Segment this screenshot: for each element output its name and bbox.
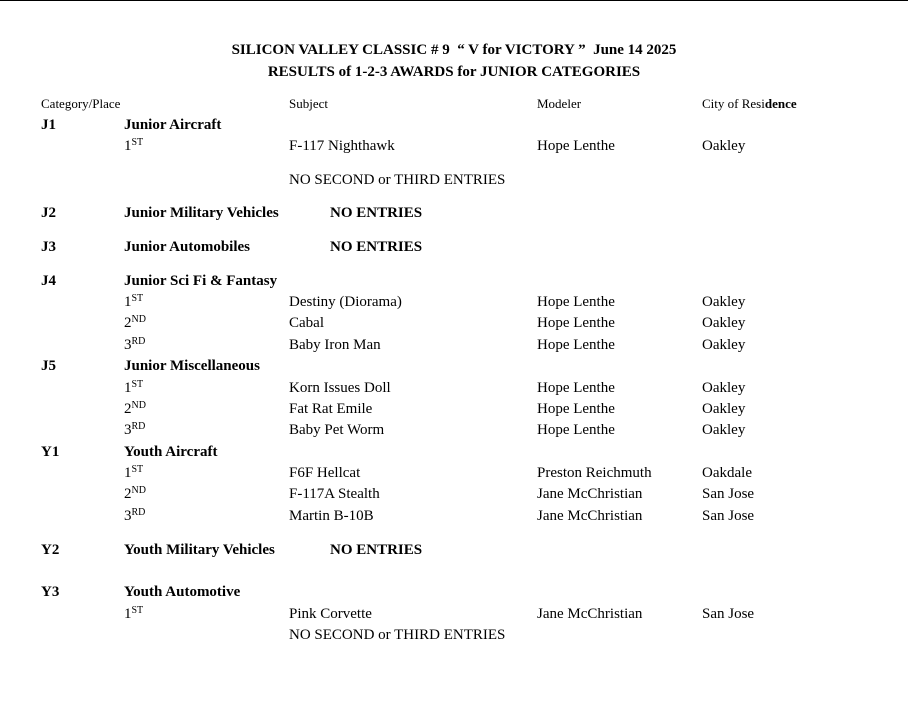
entry-modeler: Jane McChristian bbox=[537, 508, 643, 524]
entry-subject: Fat Rat Emile bbox=[289, 401, 373, 417]
entry-subject: F6F Hellcat bbox=[289, 465, 361, 481]
place-suffix: ST bbox=[131, 605, 144, 616]
place-number: 1 bbox=[124, 465, 132, 481]
no-entries-label: NO ENTRIES bbox=[330, 542, 423, 558]
category-name: Youth Military Vehicles bbox=[124, 542, 275, 558]
place-suffix: ST bbox=[131, 137, 144, 148]
place bbox=[124, 485, 146, 503]
entry-city: Oakley bbox=[702, 138, 746, 154]
category-note: NO SECOND or THIRD ENTRIES bbox=[289, 627, 506, 643]
entry-city: Oakley bbox=[702, 380, 746, 396]
entry-modeler: Jane McChristian bbox=[537, 606, 643, 622]
place bbox=[124, 507, 145, 525]
entry-modeler: Preston Reichmuth bbox=[537, 465, 652, 481]
entry-subject: Cabal bbox=[289, 315, 324, 331]
category-code: J3 bbox=[41, 239, 56, 255]
category-name: Junior Aircraft bbox=[124, 117, 222, 133]
entry-modeler: Hope Lenthe bbox=[537, 401, 615, 417]
column-header-city bbox=[702, 95, 797, 113]
entry-modeler: Hope Lenthe bbox=[537, 138, 615, 154]
category-code: J4 bbox=[41, 273, 56, 289]
no-entries-label: NO ENTRIES bbox=[330, 205, 423, 221]
entry-city: San Jose bbox=[702, 486, 755, 502]
entry-modeler: Hope Lenthe bbox=[537, 337, 615, 353]
place bbox=[124, 379, 143, 397]
place-suffix: ND bbox=[131, 485, 146, 496]
place-suffix: ST bbox=[131, 379, 144, 390]
place bbox=[124, 336, 145, 354]
entry-city: Oakley bbox=[702, 422, 746, 438]
entry-modeler: Hope Lenthe bbox=[537, 380, 615, 396]
entry-subject: Korn Issues Doll bbox=[289, 380, 391, 396]
category-code: Y3 bbox=[41, 584, 60, 600]
category-code: J2 bbox=[41, 205, 56, 221]
place bbox=[124, 314, 146, 332]
place-number: 2 bbox=[124, 315, 132, 331]
entry-modeler: Jane McChristian bbox=[537, 486, 643, 502]
top-border-line bbox=[0, 0, 908, 1]
place-number: 3 bbox=[124, 422, 132, 438]
place bbox=[124, 137, 143, 155]
entry-subject: F-117 Nighthawk bbox=[289, 138, 395, 154]
place-suffix: ND bbox=[131, 400, 146, 411]
place-number: 1 bbox=[124, 606, 132, 622]
entry-subject: Pink Corvette bbox=[289, 606, 372, 622]
column-header-subject: Subject bbox=[289, 96, 328, 111]
place bbox=[124, 400, 146, 418]
entry-modeler: Hope Lenthe bbox=[537, 294, 615, 310]
category-code: J5 bbox=[41, 358, 56, 374]
category-name: Junior Automobiles bbox=[124, 239, 250, 255]
entry-city: Oakley bbox=[702, 294, 746, 310]
place bbox=[124, 464, 143, 482]
place-number: 2 bbox=[124, 486, 132, 502]
category-code: Y1 bbox=[41, 444, 60, 460]
place-number: 2 bbox=[124, 401, 132, 417]
entry-city: San Jose bbox=[702, 606, 755, 622]
place-suffix: RD bbox=[131, 507, 146, 518]
entry-subject: Baby Pet Worm bbox=[289, 422, 385, 438]
category-name: Youth Automotive bbox=[124, 584, 241, 600]
place-number: 3 bbox=[124, 337, 132, 353]
entry-modeler: Hope Lenthe bbox=[537, 315, 615, 331]
place-number: 1 bbox=[124, 380, 132, 396]
entry-city: Oakley bbox=[702, 337, 746, 353]
column-header-category-place: Category/Place bbox=[41, 96, 121, 111]
category-name: Youth Aircraft bbox=[124, 444, 218, 460]
document-title: SILICON VALLEY CLASSIC # 9 “ V for VICTORY ” June 14 2025 bbox=[231, 42, 677, 58]
place bbox=[124, 605, 143, 623]
place-suffix: ST bbox=[131, 464, 144, 475]
category-note: NO SECOND or THIRD ENTRIES bbox=[289, 172, 506, 188]
place-suffix: ND bbox=[131, 314, 146, 325]
category-name: Junior Sci Fi & Fantasy bbox=[124, 273, 278, 289]
place bbox=[124, 421, 145, 439]
category-code: J1 bbox=[41, 117, 56, 133]
entry-city: Oakley bbox=[702, 401, 746, 417]
column-header-modeler: Modeler bbox=[537, 96, 582, 111]
place bbox=[124, 293, 143, 311]
category-name: Junior Miscellaneous bbox=[124, 358, 260, 374]
entry-subject: Martin B-10B bbox=[289, 508, 374, 524]
place-number: 1 bbox=[124, 294, 132, 310]
place-suffix: RD bbox=[131, 336, 146, 347]
column-header-city-prefix: City of Resi bbox=[702, 96, 765, 111]
place-number: 1 bbox=[124, 138, 132, 154]
category-code: Y2 bbox=[41, 542, 60, 558]
entry-subject: Destiny (Diorama) bbox=[289, 294, 402, 310]
entry-city: Oakley bbox=[702, 315, 746, 331]
entry-subject: Baby Iron Man bbox=[289, 337, 381, 353]
entry-city: Oakdale bbox=[702, 465, 752, 481]
place-suffix: ST bbox=[131, 293, 144, 304]
document-subtitle: RESULTS of 1-2-3 AWARDS for JUNIOR CATEGORIES bbox=[267, 64, 641, 80]
entry-city: San Jose bbox=[702, 508, 755, 524]
place-suffix: RD bbox=[131, 421, 146, 432]
no-entries-label: NO ENTRIES bbox=[330, 239, 423, 255]
category-name: Junior Military Vehicles bbox=[124, 205, 279, 221]
column-header-city-suffix: dence bbox=[764, 96, 797, 111]
entry-subject: F-117A Stealth bbox=[289, 486, 380, 502]
place-number: 3 bbox=[124, 508, 132, 524]
entry-modeler: Hope Lenthe bbox=[537, 422, 615, 438]
